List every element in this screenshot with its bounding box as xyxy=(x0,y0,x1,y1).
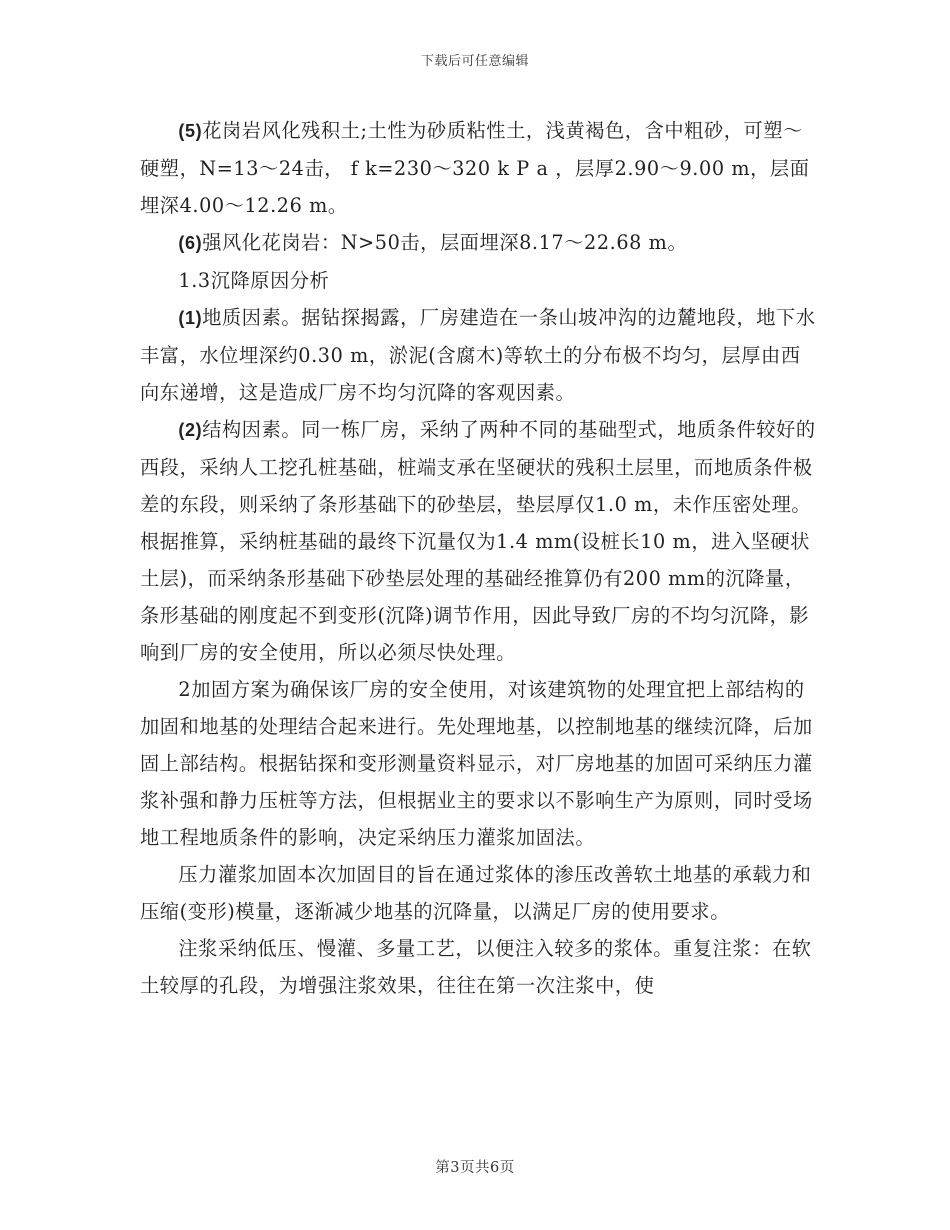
page-header: 下载后可任意编辑 xyxy=(420,54,529,69)
item-number: (2) xyxy=(178,420,203,440)
paragraph-text: 花岗岩风化残积土;土性为砂质粘性土，浅黄褐色，含中粗砂，可塑～硬塑，N=13～24击， f k=230～320 k P a ，层厚2.90～9.00 m，层面埋深4.00～12.26 m。 xyxy=(140,119,810,217)
paragraph-text: 强风化花岗岩：N>50击，层面埋深8.17～22.68 m。 xyxy=(202,231,688,254)
paragraph-text: 压力灌浆加固本次加固目的旨在通过浆体的渗压改善软土地基的承载力和压缩(变形)模量，逐渐减少地基的沉降量，以满足厂房的使用要求。 xyxy=(140,863,812,923)
paragraph-text: 注浆采纳低压、慢灌、多量工艺，以便注入较多的浆体。重复注浆：在软土较厚的孔段，为增强注浆效果，往往在第一次注浆中，使 xyxy=(140,937,812,997)
paragraph-pressure-grouting xyxy=(140,856,820,930)
paragraph-grouting-process xyxy=(140,930,820,1004)
paragraph-text: 地质因素。据钻探揭露，厂房建造在一条山坡冲沟的边麓地段，地下水丰富，水位埋深约0.30 m，淤泥(含腐木)等软土的分布极不均匀，层厚由西向东递增，这是造成厂房不均匀沉降的客观因素。 xyxy=(140,306,816,404)
heading-text: 1.3沉降原因分析 xyxy=(178,269,330,292)
paragraph-text: 结构因素。同一栋厂房，采纳了两种不同的基础型式，地质条件较好的西段，采纳人工挖孔桩基础，桩端支承在坚硬状的残积土层里，而地质条件极差的东段，则采纳了条形基础下的砂垫层，垫层厚仅1.0 m，未作压密处理。根据推算，采纳桩基础的最终下沉量仅为1.4 mm(设桩长10 m，进入坚硬状土层)，而采纳条形基础下砂垫层处理的基础经推算仍有200 mm的沉降量，条形基础的刚度起不到变形(沉降)调节作用，因此导致厂房的不均匀沉降，影响到厂房的安全使用，所以必须尽快处理。 xyxy=(140,418,816,664)
section-heading-settlement-causes xyxy=(140,262,820,299)
paragraph-soil-layer-6 xyxy=(140,224,820,262)
paragraph-structural-factor xyxy=(140,411,820,671)
item-number: (5) xyxy=(178,121,203,141)
item-number: (6) xyxy=(178,233,203,253)
paragraph-text: 2加固方案为确保该厂房的安全使用，对该建筑物的处理宜把上部结构的加固和地基的处理结合起来进行。先处理地基，以控制地基的继续沉降，后加固上部结构。根据钻探和变形测量资料显示，对厂房地基的加固可采纳压力灌浆补强和静力压桩等方法，但根据业主的要求以不影响生产为原则，同时受场地工程地质条件的影响，决定采纳压力灌浆加固法。 xyxy=(140,678,813,849)
item-number: (1) xyxy=(178,308,203,328)
paragraph-soil-layer-5 xyxy=(140,112,820,224)
paragraph-reinforcement-plan xyxy=(140,671,820,856)
document-body xyxy=(140,112,820,1004)
paragraph-geological-factor xyxy=(140,299,820,411)
page-footer: 第3页共6页 xyxy=(435,1160,515,1176)
